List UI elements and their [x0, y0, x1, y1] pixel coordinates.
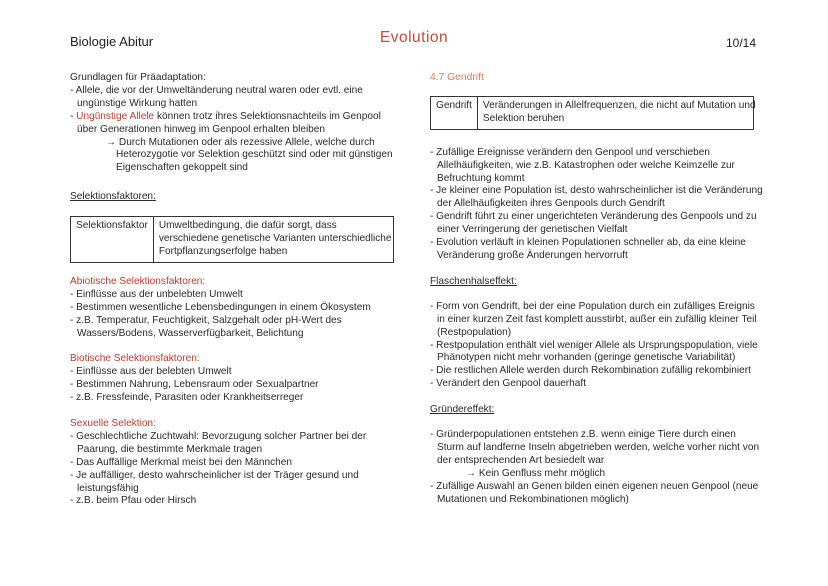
gendrift-heading: 4.7 Gendrift	[430, 72, 484, 83]
abiotisch-line: - Einflüsse aus der unbelebten Umwelt	[70, 288, 243, 300]
ungunstige-allele-line	[70, 111, 410, 124]
flaschenhals-line: - Restpopulation enthält viel weniger Allele als Ursprungspopulation, viele	[430, 339, 758, 351]
flaschenhals-line: - Verändert den Genpool dauerhaft	[430, 378, 587, 390]
right-column	[430, 72, 765, 506]
gendrift-line: Veränderung große Änderungen hervorruft	[437, 249, 628, 261]
definition-line: Selektion beruhen	[482, 112, 565, 124]
gendrift-line: - Je kleiner eine Population ist, desto wahrscheinlicher ist die Veränderung	[430, 185, 763, 197]
ungunstige-allele-line2: über Generationen hinweg im Genpool erhalten bleiben	[77, 123, 326, 135]
flaschenhals-line: - Die restlichen Allele werden durch Rekombination zufällig rekombiniert	[430, 365, 751, 377]
sexuell-line: leistungsfähig	[77, 482, 139, 494]
subject-label: Biologie Abitur	[70, 34, 154, 49]
gendrift-line: - Zufällige Ereignisse verändern den Genpool und verschieben	[430, 146, 710, 158]
gendrift-line: der Allelhäufigkeiten ihres Genpools durch Gendrift	[437, 198, 665, 210]
left-column	[70, 72, 410, 508]
gendrift-definition-box	[430, 96, 754, 130]
flaschenhals-line: - Form von Gendrift, bei der eine Population durch ein zufälliges Ereignis	[430, 300, 755, 312]
sexuell-line: - Je auffälliger, desto wahrscheinlicher ist der Träger gesund und	[70, 469, 359, 481]
definition-text	[478, 97, 761, 129]
gruender-line: - Zufällige Auswahl an Genen bilden einen eigenen neuen Genpool (neue	[430, 480, 759, 492]
gendrift-line: Allelhäufigkeiten, wie z.B. Katastrophen oder welche Keimzelle zur	[437, 159, 735, 171]
definition-line: Umweltbedingung, die dafür sorgt, dass	[158, 220, 337, 232]
abiotisch-line: - Bestimmen wesentliche Lebensbedingungen in einem Ökosystem	[70, 301, 371, 313]
sexuell-line: - Das Auffällige Merkmal meist bei den Männchen	[70, 456, 292, 468]
gendrift-line: - Gendrift führt zu einer ungerichteten Veränderung des Genpools und zu	[430, 211, 757, 223]
definition-line: Fortpflanzungserfolge haben	[158, 245, 288, 257]
abiotisch-line: Wassers/Bodens, Wasserverfügbarkeit, Belichtung	[77, 327, 304, 339]
definition-line: Veränderungen in Allelfrequenzen, die nicht auf Mutation und	[482, 99, 756, 111]
sexuell-line: Paarung, die bestimmte Merkmale tragen	[77, 443, 263, 455]
gruender-line: Mutationen und Rekombinationen möglich)	[437, 493, 629, 505]
mutation-line: Eigenschaften gekoppelt sind	[116, 162, 248, 174]
gruender-line: - Gründerpopulationen entstehen z.B. wenn einige Tiere durch einen	[430, 429, 736, 441]
biotisch-line: - Bestimmen Nahrung, Lebensraum oder Sexualpartner	[70, 379, 319, 391]
sexuell-line: - Geschlechtliche Zuchtwahl: Bevorzugung solcher Partner bei der	[70, 430, 367, 442]
flaschenhals-line: in einer kurzen Zeit fast komplett ausstirbt, außer ein zufällig kleiner Teil	[437, 313, 757, 325]
page-title: Evolution	[379, 29, 449, 46]
ungunstige-allele-text: können trotz ihres Selektionsnachteils im Genpool	[154, 110, 381, 122]
definition-term: Selektionsfaktor	[71, 217, 154, 262]
gruender-line: → Kein Genfluss mehr möglich	[466, 467, 606, 479]
gendrift-line: einer Verringerung der genetischen Vielfalt	[437, 224, 628, 236]
selektionsfaktor-definition-box	[70, 216, 394, 263]
gruender-line: Sturm auf landferne Inseln abgetrieben werden, welche vorher nicht von	[437, 441, 760, 453]
mutation-line: Heterozygotie vor Selektion geschützt sind oder mit günstigen	[116, 149, 393, 161]
ungunstige-allele-term: Ungünstige Allele	[76, 110, 155, 122]
mutation-line: → Durch Mutationen oder als rezessive Allele, welche durch	[106, 136, 375, 148]
definition-term: Gendrift	[431, 97, 478, 129]
gendrift-line: - Evolution verläuft in kleinen Populationen schneller ab, da eine kleine	[430, 237, 746, 249]
flaschenhals-heading: Flaschenhalseffekt:	[430, 275, 517, 287]
abiotisch-line: - z.B. Temperatur, Feuchtigkeit, Salzgehalt oder pH-Wert des	[70, 314, 342, 326]
bullet-dash: -	[70, 110, 77, 122]
praeadaptation-line: ungünstige Wirkung hatten	[77, 97, 198, 109]
biotisch-line: - Einflüsse aus der belebten Umwelt	[70, 366, 232, 378]
biotisch-line: - z.B. Fressfeinde, Parasiten oder Krankheitserreger	[70, 392, 304, 404]
praeadaptation-heading: Grundlagen für Präadaptation:	[70, 72, 206, 83]
gendrift-line: Befruchtung kommt	[437, 172, 525, 184]
gruender-heading: Gründereffekt:	[430, 404, 495, 416]
flaschenhals-line: (Restpopulation)	[437, 326, 512, 338]
selektionsfaktoren-heading: Selektionsfaktoren:	[70, 191, 156, 203]
sexuell-line: - z.B. beim Pfau oder Hirsch	[70, 495, 197, 507]
gruender-line: der entsprechenden Art besiedelt war	[437, 454, 605, 466]
biotisch-heading: Biotische Selektionsfaktoren:	[70, 353, 200, 365]
sexuell-heading: Sexuelle Selektion:	[70, 418, 156, 430]
definition-line: verschiedene genetische Varianten unterschiedliche	[158, 233, 392, 245]
abiotisch-heading: Abiotische Selektionsfaktoren:	[70, 275, 206, 287]
praeadaptation-line: - Allele, die vor der Umweltänderung neutral waren oder evtl. eine	[70, 84, 363, 96]
page-number: 10/14	[726, 36, 757, 50]
definition-text	[154, 217, 397, 262]
flaschenhals-line: Phänotypen nicht mehr vorhanden (geringe genetische Variabilität)	[437, 352, 736, 364]
